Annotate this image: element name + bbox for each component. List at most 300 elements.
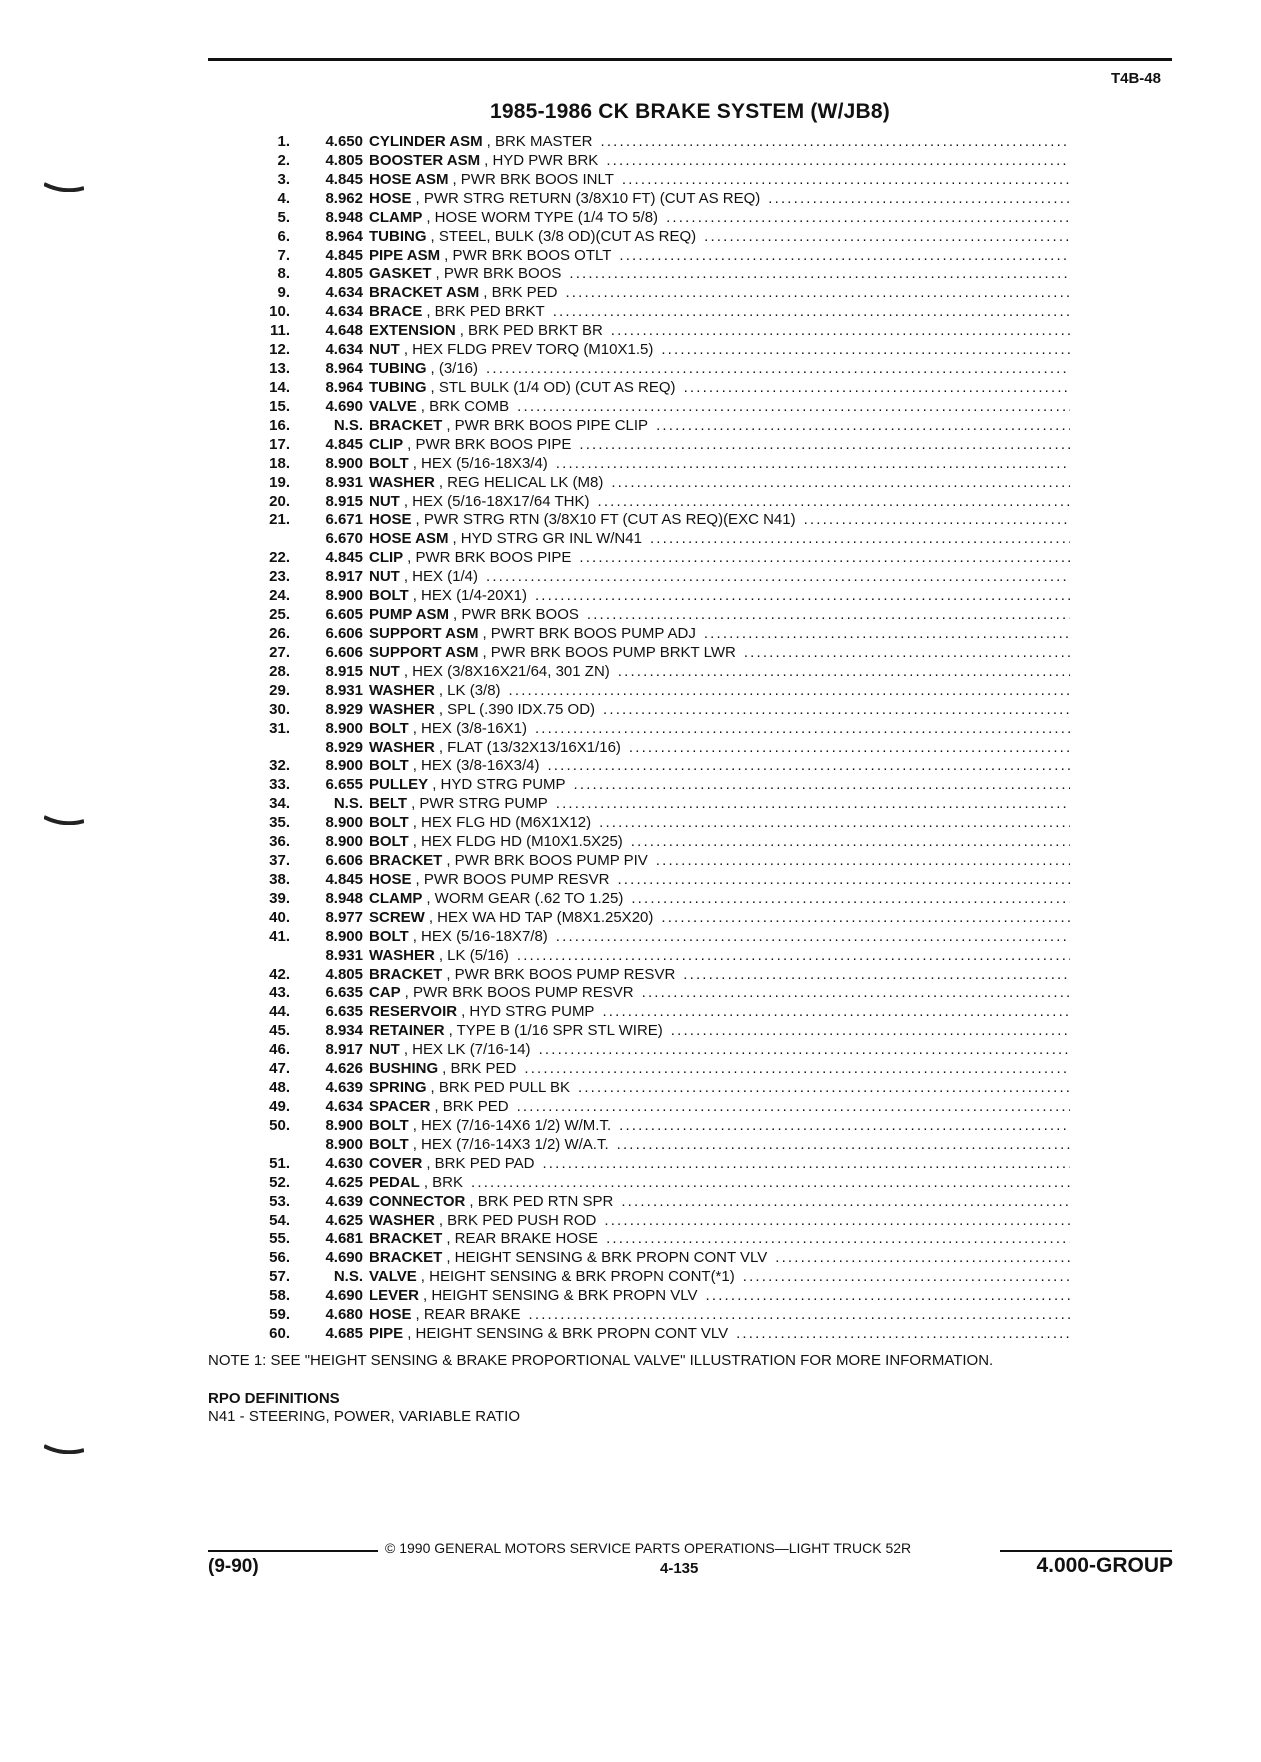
part-item-number: 16. — [269, 416, 290, 434]
part-description — [363, 530, 1070, 549]
part-row — [250, 493, 1070, 512]
part-detail: , PWR STRG RETURN (3/8X10 FT) (CUT AS REQ) — [415, 189, 761, 207]
part-name: HOSE — [369, 511, 412, 529]
part-item-number: 22. — [269, 549, 290, 567]
part-description — [363, 606, 1070, 625]
part-detail: , PWR STRG PUMP — [411, 795, 548, 813]
part-name: CLIP — [369, 549, 404, 567]
part-group-number: 4.639 — [325, 1192, 363, 1210]
part-description — [363, 436, 1070, 455]
part-detail: , HOSE WORM TYPE (1/4 TO 5/8) — [426, 208, 659, 226]
part-detail: , BRK MASTER — [486, 133, 593, 150]
part-group-number: 4.690 — [325, 1249, 363, 1267]
part-detail: , HYD STRG PUMP — [432, 776, 566, 794]
dot-leader — [617, 871, 1070, 890]
part-detail: , HEX (3/8-16X3/4) — [412, 757, 540, 775]
part-item-number: 28. — [269, 662, 290, 680]
part-name: SCREW — [369, 908, 425, 926]
part-description — [363, 568, 1070, 587]
part-group-number: 8.964 — [325, 378, 363, 396]
part-detail: , FLAT (13/32X13/16X1/16) — [438, 738, 621, 756]
part-description — [363, 1325, 1070, 1344]
part-row — [250, 1212, 1070, 1231]
part-description — [363, 1022, 1070, 1041]
part-item-number: 36. — [269, 833, 290, 851]
footer-copyright: © 1990 GENERAL MOTORS SERVICE PARTS OPERATIONS—LIGHT TRUCK 52R — [385, 1540, 912, 1556]
part-group-number: 8.915 — [325, 662, 363, 680]
dot-leader — [661, 909, 1070, 928]
part-detail: , PWR BRK BOOS PIPE — [407, 549, 572, 567]
parts-list — [250, 133, 1070, 1344]
part-description — [363, 663, 1070, 682]
part-group-number: 6.606 — [325, 852, 363, 870]
part-name: BOLT — [369, 927, 409, 945]
part-detail: , HEIGHT SENSING & BRK PROPN CONT VLV — [446, 1249, 768, 1267]
part-detail: , PWR BRK BOOS PUMP RESVR — [446, 965, 676, 983]
part-name: BOLT — [369, 1135, 409, 1153]
part-row — [250, 1249, 1070, 1268]
dot-leader — [768, 190, 1070, 209]
dot-leader — [517, 1098, 1070, 1117]
dot-leader — [804, 511, 1070, 530]
part-item-number: 35. — [269, 814, 290, 832]
part-description — [363, 1041, 1070, 1060]
part-group-number: 4.648 — [325, 322, 363, 340]
part-description — [363, 322, 1070, 341]
part-description — [363, 1212, 1070, 1231]
part-item-number: 23. — [269, 568, 290, 586]
dot-leader — [471, 1174, 1070, 1193]
part-name: HOSE — [369, 189, 412, 207]
part-detail: , PWR BRK BOOS PUMP BRKT LWR — [482, 643, 736, 661]
dot-leader — [579, 436, 1070, 455]
part-group-number: 4.690 — [325, 1287, 363, 1305]
part-detail: , HEX (3/8X16X21/64, 301 ZN) — [403, 662, 610, 680]
part-name: BRACKET — [369, 1249, 443, 1267]
part-name: CONNECTOR — [369, 1192, 466, 1210]
part-row — [250, 511, 1070, 530]
part-description — [363, 890, 1070, 909]
part-detail: , WORM GEAR (.62 TO 1.25) — [426, 889, 624, 907]
part-row — [250, 1174, 1070, 1193]
part-detail: , HEX (5/16-18X3/4) — [412, 454, 548, 472]
part-item-number: 31. — [269, 719, 290, 737]
part-group-number: 8.929 — [325, 738, 363, 756]
rpo-heading: RPO DEFINITIONS — [208, 1390, 340, 1407]
part-detail: , HEX (1/4-20X1) — [412, 587, 527, 605]
part-detail: , BRK PED — [483, 284, 558, 302]
part-group-number: 8.900 — [325, 927, 363, 945]
part-group-number: 8.931 — [325, 946, 363, 964]
dot-leader — [574, 776, 1070, 795]
part-group-number: 4.634 — [325, 284, 363, 302]
part-row — [250, 1003, 1070, 1022]
part-description — [363, 171, 1070, 190]
part-name: VALVE — [369, 397, 417, 415]
part-row — [250, 1230, 1070, 1249]
dot-leader — [617, 1136, 1070, 1155]
part-name: BOOSTER ASM — [369, 151, 481, 169]
part-description — [363, 1174, 1070, 1193]
part-row — [250, 265, 1070, 284]
part-item-number: 1. — [277, 133, 290, 150]
footer-group: 4.000-GROUP — [1036, 1554, 1173, 1577]
part-row — [250, 417, 1070, 436]
part-item-number: 11. — [269, 322, 290, 340]
part-row — [250, 1325, 1070, 1344]
part-row — [250, 360, 1070, 379]
part-item-number: 13. — [269, 360, 290, 378]
part-description — [363, 474, 1070, 493]
part-description — [363, 1268, 1070, 1287]
part-group-number: N.S. — [333, 416, 363, 434]
part-name: HOSE ASM — [369, 530, 449, 548]
part-item-number: 2. — [277, 151, 290, 169]
note-text: NOTE 1: SEE "HEIGHT SENSING & BRAKE PROPORTIONAL VALVE" ILLUSTRATION FOR MORE INFORMATION. — [208, 1352, 994, 1369]
part-name: NUT — [369, 1041, 400, 1059]
dot-leader — [556, 795, 1070, 814]
dot-leader — [553, 303, 1070, 322]
dot-leader — [517, 398, 1070, 417]
dot-leader — [736, 1325, 1070, 1344]
part-item-number: 58. — [269, 1287, 290, 1305]
part-group-number: 8.900 — [325, 587, 363, 605]
part-name: WASHER — [369, 473, 435, 491]
dot-leader — [569, 265, 1070, 284]
part-detail: , BRK PED PULL BK — [430, 1079, 571, 1097]
part-row — [250, 1268, 1070, 1287]
part-row — [250, 814, 1070, 833]
dot-leader — [535, 720, 1070, 739]
part-detail: , HEX FLDG PREV TORQ (M10X1.5) — [403, 341, 654, 359]
dot-leader — [631, 833, 1070, 852]
part-group-number: 6.635 — [325, 1003, 363, 1021]
header-rule — [208, 58, 1172, 61]
part-name: NUT — [369, 341, 400, 359]
part-group-number: 8.964 — [325, 360, 363, 378]
part-row — [250, 530, 1070, 549]
part-name: PEDAL — [369, 1173, 420, 1191]
part-row — [250, 966, 1070, 985]
part-row — [250, 171, 1070, 190]
part-description — [363, 1117, 1070, 1136]
dot-leader — [606, 1230, 1070, 1249]
part-name: EXTENSION — [369, 322, 456, 340]
part-row — [250, 757, 1070, 776]
part-detail: , HEX (5/16-18X7/8) — [412, 927, 548, 945]
part-group-number: 4.681 — [325, 1230, 363, 1248]
footer-rule-right — [1000, 1550, 1172, 1552]
part-row — [250, 341, 1070, 360]
binder-hole-mark-middle — [44, 815, 84, 825]
part-description — [363, 1079, 1070, 1098]
part-name: LEVER — [369, 1287, 420, 1305]
part-item-number: 37. — [269, 852, 290, 870]
part-name: NUT — [369, 492, 400, 510]
part-row — [250, 663, 1070, 682]
part-row — [250, 852, 1070, 871]
part-name: BRACKET — [369, 965, 443, 983]
part-name: WASHER — [369, 700, 435, 718]
part-row — [250, 776, 1070, 795]
part-item-number: 44. — [269, 1003, 290, 1021]
part-item-number: 8. — [277, 265, 290, 283]
dot-leader — [744, 644, 1070, 663]
part-item-number: 53. — [269, 1192, 290, 1210]
part-name: BOLT — [369, 454, 409, 472]
part-description — [363, 190, 1070, 209]
dot-leader — [556, 455, 1070, 474]
part-description — [363, 852, 1070, 871]
dot-leader — [656, 417, 1070, 436]
part-name: CYLINDER ASM — [369, 133, 483, 150]
dot-leader — [529, 1306, 1070, 1325]
part-description — [363, 133, 1070, 152]
dot-leader — [579, 549, 1070, 568]
part-item-number: 6. — [277, 227, 290, 245]
part-detail: , PWR BRK BOOS PUMP RESVR — [404, 984, 634, 1002]
part-detail: , LK (5/16) — [438, 946, 509, 964]
part-group-number: 4.634 — [325, 341, 363, 359]
part-group-number: 4.685 — [325, 1325, 363, 1343]
part-name: TUBING — [369, 360, 427, 378]
part-detail: , SPL (.390 IDX.75 OD) — [438, 700, 596, 718]
part-row — [250, 247, 1070, 266]
dot-leader — [535, 587, 1070, 606]
dot-leader — [602, 1003, 1070, 1022]
part-item-number: 21. — [269, 511, 290, 529]
part-row — [250, 1193, 1070, 1212]
part-item-number: 52. — [269, 1173, 290, 1191]
part-detail: , HYD STRG PUMP — [461, 1003, 595, 1021]
part-row — [250, 228, 1070, 247]
part-name: PULLEY — [369, 776, 429, 794]
part-detail: , BRK PED — [434, 1098, 509, 1116]
part-name: SUPPORT ASM — [369, 624, 479, 642]
part-name: BRACKET — [369, 1230, 443, 1248]
part-item-number: 20. — [269, 492, 290, 510]
part-row — [250, 152, 1070, 171]
dot-leader — [517, 947, 1070, 966]
part-row — [250, 720, 1070, 739]
part-item-number: 26. — [269, 624, 290, 642]
part-name: BOLT — [369, 1116, 409, 1134]
part-name: BOLT — [369, 587, 409, 605]
part-item-number: 33. — [269, 776, 290, 794]
part-name: BOLT — [369, 757, 409, 775]
part-group-number: 6.635 — [325, 984, 363, 1002]
dot-leader — [743, 1268, 1070, 1287]
part-row — [250, 833, 1070, 852]
dot-leader — [666, 209, 1070, 228]
dot-leader — [578, 1079, 1070, 1098]
dot-leader — [565, 284, 1070, 303]
dot-leader — [656, 852, 1070, 871]
part-description — [363, 284, 1070, 303]
part-detail: , PWR BRK BOOS OTLT — [444, 246, 612, 264]
part-group-number: 8.934 — [325, 1022, 363, 1040]
part-detail: , PWR BRK BOOS PIPE — [407, 435, 572, 453]
part-name: CLIP — [369, 435, 404, 453]
part-row — [250, 984, 1070, 1003]
part-row — [250, 701, 1070, 720]
dot-leader — [684, 379, 1070, 398]
part-item-number: 12. — [269, 341, 290, 359]
part-detail: , STL BULK (1/4 OD) (CUT AS REQ) — [430, 378, 676, 396]
dot-leader — [622, 171, 1070, 190]
part-name: SPRING — [369, 1079, 427, 1097]
part-item-number: 5. — [277, 208, 290, 226]
footer-rule-left — [208, 1550, 378, 1552]
part-group-number: 8.948 — [325, 208, 363, 226]
part-group-number: 4.845 — [325, 549, 363, 567]
part-name: CLAMP — [369, 208, 423, 226]
part-row — [250, 1060, 1070, 1079]
part-group-number: 6.606 — [325, 643, 363, 661]
part-group-number: 4.639 — [325, 1079, 363, 1097]
part-group-number: 8.900 — [325, 454, 363, 472]
part-description — [363, 303, 1070, 322]
part-item-number: 57. — [269, 1268, 290, 1286]
page-code: T4B-48 — [1110, 70, 1161, 87]
part-description — [363, 549, 1070, 568]
part-group-number: 4.626 — [325, 1060, 363, 1078]
part-detail: , BRK COMB — [420, 397, 510, 415]
dot-leader — [486, 360, 1070, 379]
footer-page-number: 4-135 — [660, 1560, 699, 1577]
part-row — [250, 1098, 1070, 1117]
part-name: HOSE ASM — [369, 170, 449, 188]
part-detail: , PWR BRK BOOS PUMP PIV — [446, 852, 648, 870]
dot-leader — [547, 757, 1070, 776]
part-detail: , REAR BRAKE HOSE — [446, 1230, 599, 1248]
part-name: BRACKET — [369, 416, 443, 434]
part-group-number: 8.931 — [325, 473, 363, 491]
part-item-number: 27. — [269, 643, 290, 661]
part-detail: , BRK PED PUSH ROD — [438, 1211, 597, 1229]
part-detail: , PWRT BRK BOOS PUMP ADJ — [482, 624, 696, 642]
part-description — [363, 455, 1070, 474]
part-row — [250, 190, 1070, 209]
part-name: PIPE — [369, 1325, 404, 1343]
part-description — [363, 1060, 1070, 1079]
part-name: HOSE — [369, 870, 412, 888]
part-description — [363, 360, 1070, 379]
part-description — [363, 209, 1070, 228]
part-description — [363, 757, 1070, 776]
part-row — [250, 284, 1070, 303]
part-group-number: 4.650 — [325, 133, 363, 150]
part-item-number: 45. — [269, 1022, 290, 1040]
part-detail: , BRK PED PAD — [426, 1154, 535, 1172]
part-row — [250, 209, 1070, 228]
dot-leader — [661, 341, 1070, 360]
dot-leader — [486, 568, 1070, 587]
part-item-number: 43. — [269, 984, 290, 1002]
part-name: RESERVOIR — [369, 1003, 458, 1021]
part-group-number: 4.634 — [325, 1098, 363, 1116]
part-row — [250, 625, 1070, 644]
part-item-number: 38. — [269, 870, 290, 888]
part-detail: , HEX (7/16-14X6 1/2) W/M.T. — [412, 1116, 612, 1134]
part-row — [250, 1287, 1070, 1306]
rpo-definition: N41 - STEERING, POWER, VARIABLE RATIO — [208, 1408, 521, 1425]
part-description — [363, 417, 1070, 436]
part-group-number: 6.605 — [325, 606, 363, 624]
part-group-number: 4.690 — [325, 397, 363, 415]
part-description — [363, 909, 1070, 928]
part-row — [250, 928, 1070, 947]
dot-leader — [542, 1155, 1070, 1174]
dot-leader — [683, 966, 1070, 985]
part-row — [250, 739, 1070, 758]
part-group-number: 4.805 — [325, 151, 363, 169]
dot-leader — [704, 625, 1070, 644]
part-group-number: 6.655 — [325, 776, 363, 794]
part-item-number: 32. — [269, 757, 290, 775]
part-name: WASHER — [369, 681, 435, 699]
dot-leader — [619, 247, 1070, 266]
part-description — [363, 701, 1070, 720]
part-group-number: 8.917 — [325, 568, 363, 586]
part-description — [363, 493, 1070, 512]
part-row — [250, 1022, 1070, 1041]
part-detail: , HEX (1/4) — [403, 568, 479, 586]
part-item-number: 24. — [269, 587, 290, 605]
part-item-number: 41. — [269, 927, 290, 945]
part-detail: , REAR BRAKE — [415, 1306, 521, 1324]
part-item-number: 4. — [277, 189, 290, 207]
part-name: NUT — [369, 662, 400, 680]
part-name: BUSHING — [369, 1060, 439, 1078]
part-description — [363, 871, 1070, 890]
footer-date: (9-90) — [208, 1556, 259, 1577]
dot-leader — [509, 682, 1070, 701]
part-group-number: 8.915 — [325, 492, 363, 510]
part-item-number: 55. — [269, 1230, 290, 1248]
part-group-number: 4.680 — [325, 1306, 363, 1324]
part-detail: , PWR BRK BOOS INLT — [452, 170, 614, 188]
part-row — [250, 1155, 1070, 1174]
part-item-number: 9. — [277, 284, 290, 302]
part-name: TUBING — [369, 378, 427, 396]
part-group-number: N.S. — [333, 1268, 363, 1286]
part-name: PIPE ASM — [369, 246, 441, 264]
part-row — [250, 871, 1070, 890]
part-row — [250, 682, 1070, 701]
part-detail: , HEX FLG HD (M6X1X12) — [412, 814, 592, 832]
part-description — [363, 795, 1070, 814]
part-description — [363, 341, 1070, 360]
part-item-number: 51. — [269, 1154, 290, 1172]
part-name: NUT — [369, 568, 400, 586]
part-detail: , HEX FLDG HD (M10X1.5X25) — [412, 833, 623, 851]
part-item-number: 59. — [269, 1306, 290, 1324]
part-item-number: 46. — [269, 1041, 290, 1059]
part-detail: , PWR BRK BOOS — [435, 265, 562, 283]
part-detail: , BRK PED BRKT — [426, 303, 545, 321]
part-group-number: 4.805 — [325, 265, 363, 283]
part-name: WASHER — [369, 1211, 435, 1229]
part-row — [250, 474, 1070, 493]
part-description — [363, 1287, 1070, 1306]
part-description — [363, 511, 1070, 530]
part-row — [250, 133, 1070, 152]
part-group-number: 8.900 — [325, 719, 363, 737]
part-row — [250, 795, 1070, 814]
part-name: CAP — [369, 984, 401, 1002]
part-group-number: 8.931 — [325, 681, 363, 699]
